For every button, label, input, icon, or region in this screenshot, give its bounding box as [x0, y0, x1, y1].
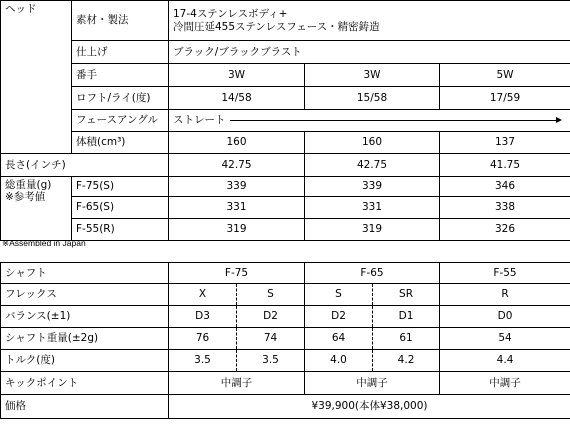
shaft-weight-label: シャフト重量(±2g): [1, 328, 169, 350]
total-weight-label-line-1: 総重量(g): [5, 179, 52, 191]
shaft-weight-cell: 74: [237, 328, 305, 350]
weight-cell: 319: [169, 219, 305, 241]
price-label: 価格: [1, 395, 169, 419]
number-cell: 5W: [440, 64, 570, 87]
balance-cell: D2: [305, 306, 373, 328]
volume-cell: 160: [305, 132, 440, 154]
weight-cell: 331: [305, 197, 440, 219]
shaft-name-cell: F-75: [169, 263, 305, 284]
head-section-label: ヘッド: [1, 1, 72, 154]
shaft-label: シャフト: [1, 263, 169, 284]
face-angle-text: ストレート: [173, 114, 226, 127]
length-cell: 41.75: [440, 154, 570, 177]
total-weight-label-line-2: ※参考値: [5, 191, 46, 204]
torque-cell: 4.0: [305, 350, 373, 372]
torque-cell: 3.5: [169, 350, 237, 372]
weight-cell: 346: [440, 177, 570, 197]
length-cell: 42.75: [169, 154, 305, 177]
weight-shaft-label: F-75(S): [72, 177, 169, 197]
weight-cell: 319: [305, 219, 440, 241]
shaft-spec-table: [0, 262, 570, 419]
balance-cell: D0: [440, 306, 570, 328]
shaft-weight-cell: 64: [305, 328, 373, 350]
face-angle-value: [169, 110, 570, 132]
balance-cell: D3: [169, 306, 237, 328]
material-value: [169, 1, 570, 41]
price-value: ¥39,900(本体¥38,000): [169, 395, 570, 419]
weight-cell: 338: [440, 197, 570, 219]
torque-cell: 4.2: [373, 350, 440, 372]
number-label: 番手: [72, 64, 169, 87]
loft-cell: 14/58: [169, 87, 305, 110]
arrow-right-icon: [230, 120, 557, 121]
weight-shaft-label: F-55(R): [72, 219, 169, 241]
weight-cell: 331: [169, 197, 305, 219]
total-weight-label: [1, 177, 72, 241]
weight-cell: 339: [305, 177, 440, 197]
flex-label: フレックス: [1, 284, 169, 306]
weight-cell: 339: [169, 177, 305, 197]
number-cell: 3W: [305, 64, 440, 87]
volume-label: 体積(cm³): [72, 132, 169, 154]
flex-cell: SR: [373, 284, 440, 306]
finish-value: ブラック/ブラックブラスト: [169, 41, 570, 64]
kickpoint-cell: 中調子: [169, 372, 305, 395]
volume-cell: 137: [440, 132, 570, 154]
kickpoint-cell: 中調子: [440, 372, 570, 395]
loft-label: ロフト/ライ(度): [72, 87, 169, 110]
balance-cell: D2: [237, 306, 305, 328]
volume-cell: 160: [169, 132, 305, 154]
kickpoint-label: キックポイント: [1, 372, 169, 395]
shaft-name-cell: F-55: [440, 263, 570, 284]
length-label: 長さ(インチ): [1, 154, 169, 177]
loft-cell: 17/59: [440, 87, 570, 110]
finish-label: 仕上げ: [72, 41, 169, 64]
flex-cell: R: [440, 284, 570, 306]
torque-cell: 3.5: [237, 350, 305, 372]
shaft-weight-cell: 61: [373, 328, 440, 350]
flex-cell: X: [169, 284, 237, 306]
face-angle-label: フェースアングル: [72, 110, 169, 132]
number-cell: 3W: [169, 64, 305, 87]
shaft-weight-cell: 54: [440, 328, 570, 350]
material-line-2: 冷間圧延455ステンレスフェース・精密鋳造: [173, 20, 380, 33]
material-label: 素材・製法: [72, 1, 169, 41]
flex-cell: S: [305, 284, 373, 306]
flex-cell: S: [237, 284, 305, 306]
loft-cell: 15/58: [305, 87, 440, 110]
balance-label: バランス(±1): [1, 306, 169, 328]
length-cell: 42.75: [305, 154, 440, 177]
material-line-1: 17-4ステンレスボディ+: [173, 8, 288, 21]
torque-cell: 4.4: [440, 350, 570, 372]
balance-cell: D1: [373, 306, 440, 328]
torque-label: トルク(度): [1, 350, 169, 372]
weight-shaft-label: F-65(S): [72, 197, 169, 219]
weight-cell: 326: [440, 219, 570, 241]
shaft-name-cell: F-65: [305, 263, 440, 284]
kickpoint-cell: 中調子: [305, 372, 440, 395]
assembly-note: ※Assembled in Japan: [2, 238, 86, 248]
shaft-weight-cell: 76: [169, 328, 237, 350]
